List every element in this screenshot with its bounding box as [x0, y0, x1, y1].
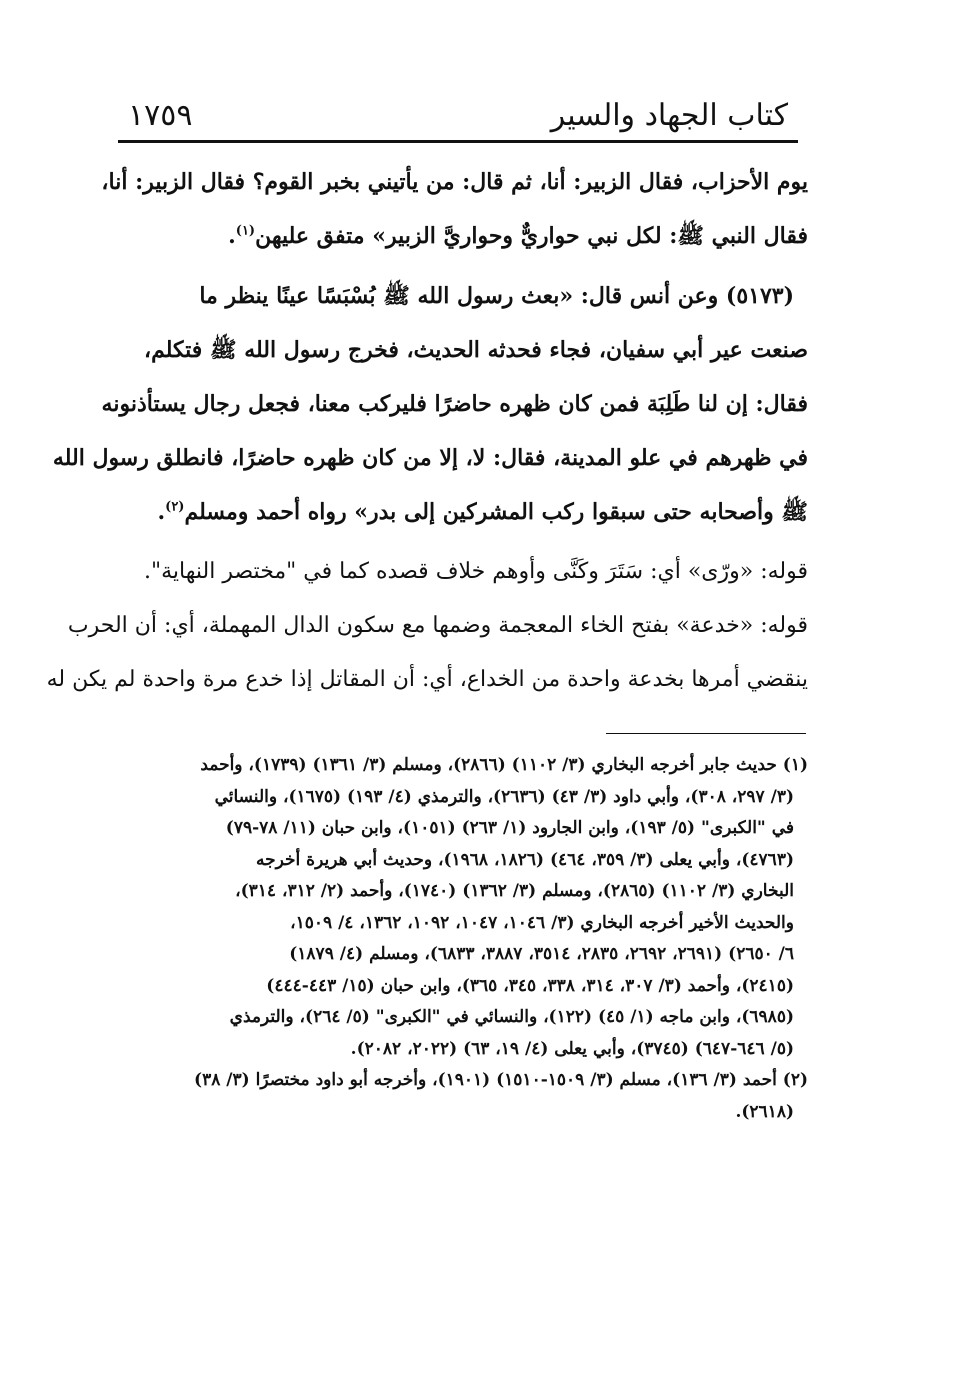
footnote-line: البخاري (٣/ ١١٠٢) (٢٨٦٥)، ومسلم (٣/ ١٣٦٢) (١٧٤٠)، وأحمد (٢/ ٣١٢، ٣١٤)، [235, 881, 794, 901]
footnote-line: (٢٦١٨). [735, 1101, 794, 1122]
footnote-line: (٢) أحمد (٣/ ١٣٦)، مسلم (٣/ ١٥٠٩-١٥١٠) (١٩٠١)، وأخرجه أبو داود مختصرًا (٣/ ٣٨) [194, 1070, 808, 1090]
footnote-line: (٣/ ٢٩٧، ٣٠٨)، وأبي داود (٣/ ٤٣) (٢٦٣٦)، والترمذي (٤/ ١٩٣) (١٦٧٥)، والنسائي [214, 786, 794, 807]
commentary-line: ينقضي أمرها بخدعة واحدة من الخداع، أي: أن المقاتل إذا خدع مرة واحدة لم يكن له [46, 667, 808, 692]
line-end-dot: . [228, 223, 236, 249]
main-text [46, 155, 808, 707]
footnote-divider [606, 733, 806, 734]
footnote-line: (٤٧٦٣)، وأبي يعلى (٣/ ٣٥٩، ٤٦٤) (١٨٢٦، ١٩٦٨)، وحديث أبي هريرة أخرجه [256, 849, 794, 870]
footnote-marker[interactable]: (٢) [165, 499, 185, 515]
footnote-line: (٥/ ٦٤٦-٦٤٧) (٣٧٤٥)، وأبي يعلى (٤/ ١٩، ٦٣) (٢٠٢٢، ٢٠٨٢). [350, 1038, 794, 1059]
page-number: ١٧٥٩ [128, 98, 193, 133]
footnote-line: والحديث الأخير أخرجه البخاري (٣/ ١٠٤٦، ١٠٤٧، ١٠٩٢، ١٣٦٢، ٤/ ١٥٠٩، [290, 912, 794, 933]
text-line: فقال: إن لنا طَلِبَة فمن كان ظهره حاضرًا فليركب معنا، فجعل رجال يستأذنونه [101, 391, 808, 417]
line-end-dot: . [157, 499, 166, 525]
running-header [118, 92, 788, 140]
commentary-line: قوله: «ورّى» أي: سَتَرَ وكَنَّى وأوهم خلاف قصده كما في "مختصر النهاية". [144, 559, 808, 584]
commentary-line: قوله: «خدعة» بفتح الخاء المعجمة وضمها مع سكون الدال المهملة، أي: أن الحرب [67, 613, 808, 638]
footnote-line: ٦/ ٢٦٥٠) (٢٦٩١، ٢٦٩٢، ٢٨٣٥، ٣٥١٤، ٣٨٨٧، ٦٨٣٣)، ومسلم (٤/ ١٨٧٩) [289, 944, 794, 964]
footnotes [118, 750, 808, 1128]
footnote-line: (٦٩٨٥)، وابن ماجه (١/ ٤٥) (١٢٢)، والنسائي في "الكبرى" (٥/ ٢٦٤)، والترمذي [229, 1007, 794, 1027]
header-divider [118, 140, 798, 143]
footnote-line: في "الكبرى" (٥/ ١٩٣)، وابن الجارود (١/ ٢٦٣) (١٠٥١)، وابن حبان (١١/ ٧٨-٧٩) [225, 818, 794, 838]
footnote-line: (١) حديث جابر أخرجه البخاري (٣/ ١١٠٢) (٢٨٦٦)، ومسلم (٣/ ١٣٦١) (١٧٣٩)، وأحمد [200, 755, 808, 775]
text-line: في ظهرهم في علو المدينة، فقال: لا، إلا من كان ظهره حاضرًا، فانطلق رسول الله [52, 445, 808, 471]
footnote-marker[interactable]: (١) [235, 223, 256, 239]
text-line-body: فقال النبي ﷺ: لكل نبي حواريٌّ وحواريَّ الزبير» متفق عليهن [255, 223, 808, 249]
footnote-line: (٢٤١٥)، وأحمد (٣/ ٣٠٧، ٣١٤، ٣٣٨، ٣٤٥، ٣٦٥)، وابن حبان (١٥/ ٤٤٣-٤٤٤) [266, 975, 794, 996]
text-line: (٥١٧٣) وعن أنس قال: «بعث رسول الله ﷺ بُسْبَسًا عينًا ينظر ما [199, 283, 794, 309]
text-line [118, 209, 808, 263]
text-line: يوم الأحزاب، فقال الزبير: أنا، ثم قال: من يأتيني بخبر القوم؟ فقال الزبير: أنا، [101, 169, 808, 195]
text-line: صنعت عير أبي سفيان، فجاء فحدثه الحديث، فخرج رسول الله ﷺ فتكلم، [143, 337, 808, 363]
text-line [118, 485, 808, 539]
text-line-body: ﷺ وأصحابه حتى سبقوا ركب المشركين إلى بدر» رواه أحمد ومسلم [184, 499, 808, 525]
chapter-title: كتاب الجهاد والسير [550, 98, 788, 133]
